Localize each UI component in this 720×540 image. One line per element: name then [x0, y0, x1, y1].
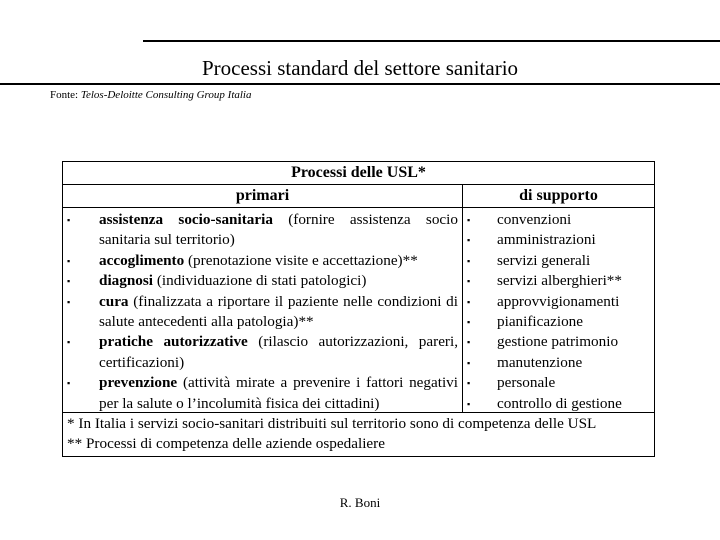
- list-item: [467, 230, 654, 250]
- support-label: controllo di gestione: [497, 394, 622, 412]
- list-item: [467, 271, 654, 291]
- support-label: personale: [497, 374, 556, 392]
- primary-desc: (individuazione di stati patologici): [153, 272, 367, 290]
- bullet-icon: ▪: [467, 276, 471, 287]
- bullet-icon: ▪: [467, 317, 471, 328]
- primary-term: accoglimento: [99, 251, 185, 269]
- note-usl: * In Italia i servizi socio-sanitari distribuiti sul territorio sono di competenza delle USL: [67, 415, 597, 432]
- bullet-icon: ▪: [467, 378, 471, 389]
- list-item: [67, 271, 458, 291]
- slide-title: Processi standard del settore sanitario: [201, 56, 519, 80]
- bullet-icon: ▪: [467, 357, 471, 368]
- list-item: [67, 210, 458, 251]
- table-body: [63, 208, 654, 413]
- support-label: gestione patrimonio: [497, 333, 619, 351]
- header-primary: primari: [63, 185, 463, 207]
- primary-desc: (finalizzata a riportare il paziente nelle condizioni di salute antecedenti alla patologia)**: [99, 292, 458, 331]
- list-item: [467, 394, 654, 414]
- list-item: [67, 292, 458, 333]
- support-label: servizi alberghieri**: [497, 272, 622, 290]
- title-rule-bottom: [0, 83, 720, 85]
- note-hospital: ** Processi di competenza delle aziende ospedaliere: [67, 435, 385, 452]
- support-label: convenzioni: [497, 211, 572, 228]
- support-label: approvvigionamenti: [497, 292, 620, 310]
- source-label: Fonte:: [50, 89, 79, 101]
- bullet-icon: ▪: [67, 276, 71, 287]
- bullet-icon: ▪: [67, 378, 71, 389]
- bullet-icon: ▪: [467, 296, 471, 307]
- primary-term: prevenzione: [99, 374, 178, 392]
- table-title: Processi delle USL*: [63, 162, 654, 185]
- bullet-icon: ▪: [467, 398, 471, 409]
- source-line: [50, 89, 251, 102]
- bullet-icon: ▪: [467, 255, 471, 266]
- primary-term: assistenza socio-sanitaria: [99, 211, 273, 228]
- list-item: [467, 312, 654, 332]
- bullet-icon: ▪: [467, 337, 471, 348]
- list-item: [467, 373, 654, 393]
- support-column: [463, 208, 654, 412]
- bullet-icon: ▪: [67, 215, 71, 225]
- bullet-icon: ▪: [67, 296, 71, 307]
- source-text: Telos-Deloitte Consulting Group Italia: [80, 89, 252, 101]
- primary-desc: (rilascio autorizzazioni, pareri, certificazioni): [99, 333, 459, 371]
- list-item: [467, 332, 654, 352]
- list-item: [67, 251, 458, 271]
- bullet-icon: ▪: [467, 235, 471, 246]
- header-support: di supporto: [519, 187, 598, 204]
- list-item: [467, 292, 654, 312]
- primary-term: cura: [99, 292, 129, 310]
- list-item: [467, 251, 654, 271]
- list-item: [67, 373, 458, 414]
- footer-author: R. Boni: [339, 495, 381, 510]
- usl-process-table: [62, 161, 655, 457]
- primary-term: diagnosi: [99, 272, 154, 290]
- table-notes: [63, 413, 654, 456]
- support-label: pianificazione: [497, 313, 584, 331]
- bullet-icon: ▪: [67, 255, 71, 266]
- primary-desc: (prenotazione visite e accettazione)**: [184, 251, 418, 269]
- support-label: manutenzione: [497, 353, 583, 371]
- primary-column: [63, 208, 463, 412]
- table-header-row: [63, 185, 654, 208]
- primary-desc: (attività mirate a prevenire i fattori negativi per la salute o l’incolumità fisica dei cittadini): [99, 374, 458, 412]
- support-label: servizi generali: [497, 251, 591, 269]
- list-item: [467, 353, 654, 373]
- list-item: [467, 210, 654, 230]
- bullet-icon: ▪: [467, 215, 471, 225]
- title-rule-top: [143, 40, 720, 42]
- bullet-icon: ▪: [67, 337, 71, 348]
- support-label: amministrazioni: [497, 231, 596, 249]
- primary-desc: (fornire assistenza socio sanitaria sul territorio): [99, 211, 458, 249]
- list-item: [67, 332, 458, 373]
- primary-term: pratiche autorizzative: [99, 333, 248, 351]
